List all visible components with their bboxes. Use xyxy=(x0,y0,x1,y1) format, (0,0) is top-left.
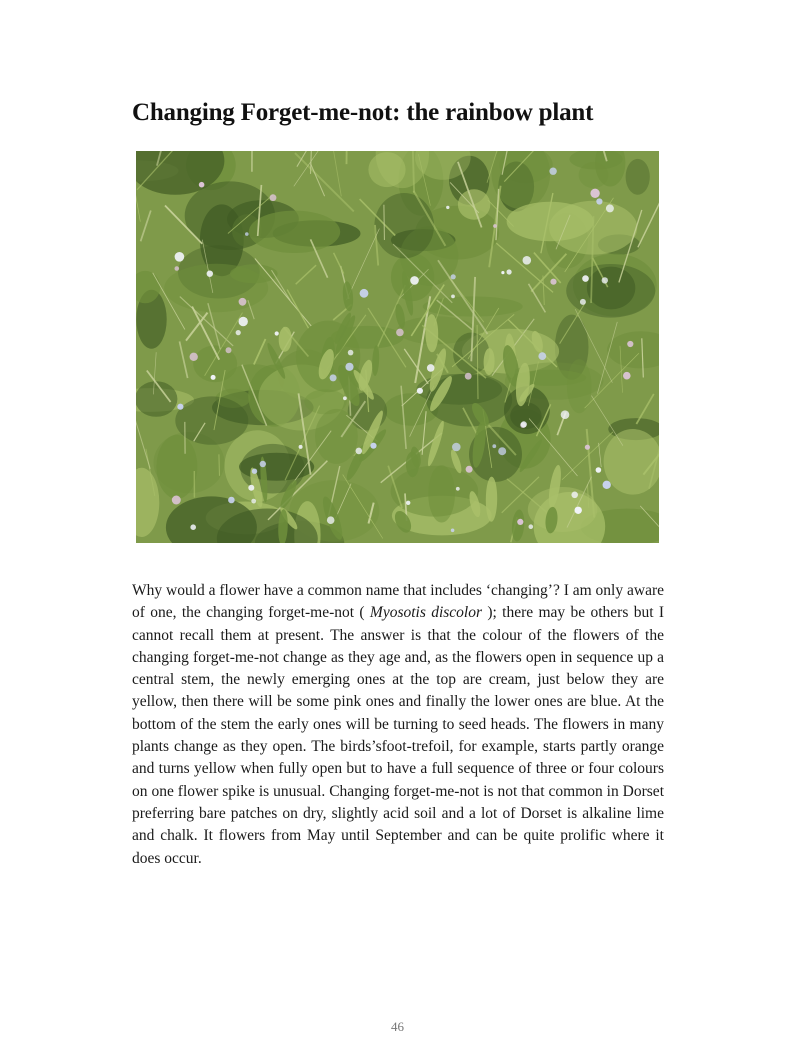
flower xyxy=(451,529,455,533)
flower xyxy=(452,443,461,452)
flower xyxy=(327,516,335,524)
flower xyxy=(596,198,602,204)
plant-stem xyxy=(219,454,220,476)
flower xyxy=(211,375,216,380)
flower xyxy=(370,443,376,449)
flower xyxy=(396,329,404,337)
flower xyxy=(623,372,631,380)
flower xyxy=(406,501,410,505)
foliage-patch xyxy=(249,211,340,253)
flower xyxy=(260,461,266,467)
flower xyxy=(427,364,435,372)
flower xyxy=(239,317,248,326)
flower xyxy=(446,206,449,209)
flower xyxy=(248,485,254,491)
flower xyxy=(493,224,497,228)
flower xyxy=(521,421,527,427)
flower xyxy=(466,466,473,473)
flower xyxy=(299,445,303,449)
plant-stem xyxy=(347,151,348,164)
flower xyxy=(275,331,279,335)
flower xyxy=(236,330,241,335)
flower xyxy=(550,279,556,285)
flower xyxy=(348,350,354,356)
foliage-patch xyxy=(315,409,358,464)
foliage-patch xyxy=(566,264,655,318)
flower xyxy=(571,492,578,499)
flower xyxy=(456,487,460,491)
flower xyxy=(270,194,277,201)
flower xyxy=(410,276,419,285)
flower xyxy=(529,524,534,529)
flower xyxy=(175,266,180,271)
flower xyxy=(602,277,608,283)
flower xyxy=(177,404,183,410)
flower xyxy=(492,444,496,448)
flower xyxy=(343,396,347,400)
flower xyxy=(538,352,546,360)
flower xyxy=(549,168,556,175)
flower xyxy=(190,524,196,530)
body-text-part-2: ); there may be others but I cannot recall them at present. The answer is that the colour of the flowers of the changing forget-me-not change as they age and, as the flowers open in sequence up a central stem, the newly emerging ones at the top are cream, just below they are yellow, then there will be some pink ones and finally the lower ones are blue. At the bottom of the stem the early ones will be turning to seed heads. The flowers in many plants change as they open. The birds’sfoot-trefoil, for example, starts partly orange and turns yellow when fully open but to have a full sequence of three or four colours on one flower spike is unusual. Changing forget-me-not is not that common in Dorset preferring bare patches on dry, slightly acid soil and a lot of Dorset is alkaline lime and chalk. It flowers from May until September and can be quite prolific where it does occur. xyxy=(132,604,665,867)
flower xyxy=(582,275,589,282)
flower xyxy=(417,388,423,394)
body-text-part-1: Why would a flower have a common name that includes ‘changing’? I am only aware of one, the changing forget-me-not ( xyxy=(132,582,664,622)
page-number: 46 xyxy=(391,1019,404,1034)
flower xyxy=(356,448,363,455)
foliage-patch xyxy=(626,159,650,195)
flower xyxy=(498,447,506,455)
flower xyxy=(580,299,586,305)
flower xyxy=(596,467,602,473)
flower xyxy=(517,519,523,525)
foliage-patch xyxy=(175,396,248,444)
plant-stem xyxy=(384,205,385,240)
flower xyxy=(451,274,456,279)
flower xyxy=(627,341,633,347)
flower xyxy=(345,363,353,371)
flower xyxy=(603,481,611,489)
flower xyxy=(245,232,249,236)
flower xyxy=(606,204,614,212)
flower xyxy=(330,374,337,381)
foliage-patch xyxy=(136,381,177,417)
flower xyxy=(360,289,369,298)
flower xyxy=(590,189,599,198)
foliage-patch xyxy=(528,487,598,532)
foliage-patch xyxy=(164,264,268,312)
flower xyxy=(451,295,455,299)
foliage-patch xyxy=(156,435,197,499)
flower xyxy=(172,496,181,505)
species-name: Myosotis discolor xyxy=(369,604,483,622)
flower xyxy=(501,271,504,274)
flower xyxy=(207,271,213,277)
flower xyxy=(190,353,198,361)
body-paragraph xyxy=(132,580,664,870)
foliage-patch xyxy=(391,466,479,517)
flower xyxy=(252,469,257,474)
flower xyxy=(226,347,232,353)
flower xyxy=(507,269,512,274)
foliage-patch xyxy=(374,193,434,258)
flower xyxy=(575,507,582,514)
forget-me-not-photo xyxy=(136,151,659,543)
flower xyxy=(585,445,590,450)
flower xyxy=(239,298,247,306)
flower xyxy=(561,410,570,419)
flower xyxy=(251,499,256,504)
flower xyxy=(465,373,472,380)
photo-illustration xyxy=(136,151,659,543)
flower xyxy=(228,497,235,504)
flower xyxy=(175,252,185,262)
flower xyxy=(523,256,532,265)
flower xyxy=(199,182,205,188)
page-title: Changing Forget-me-not: the rainbow plant xyxy=(132,99,594,126)
